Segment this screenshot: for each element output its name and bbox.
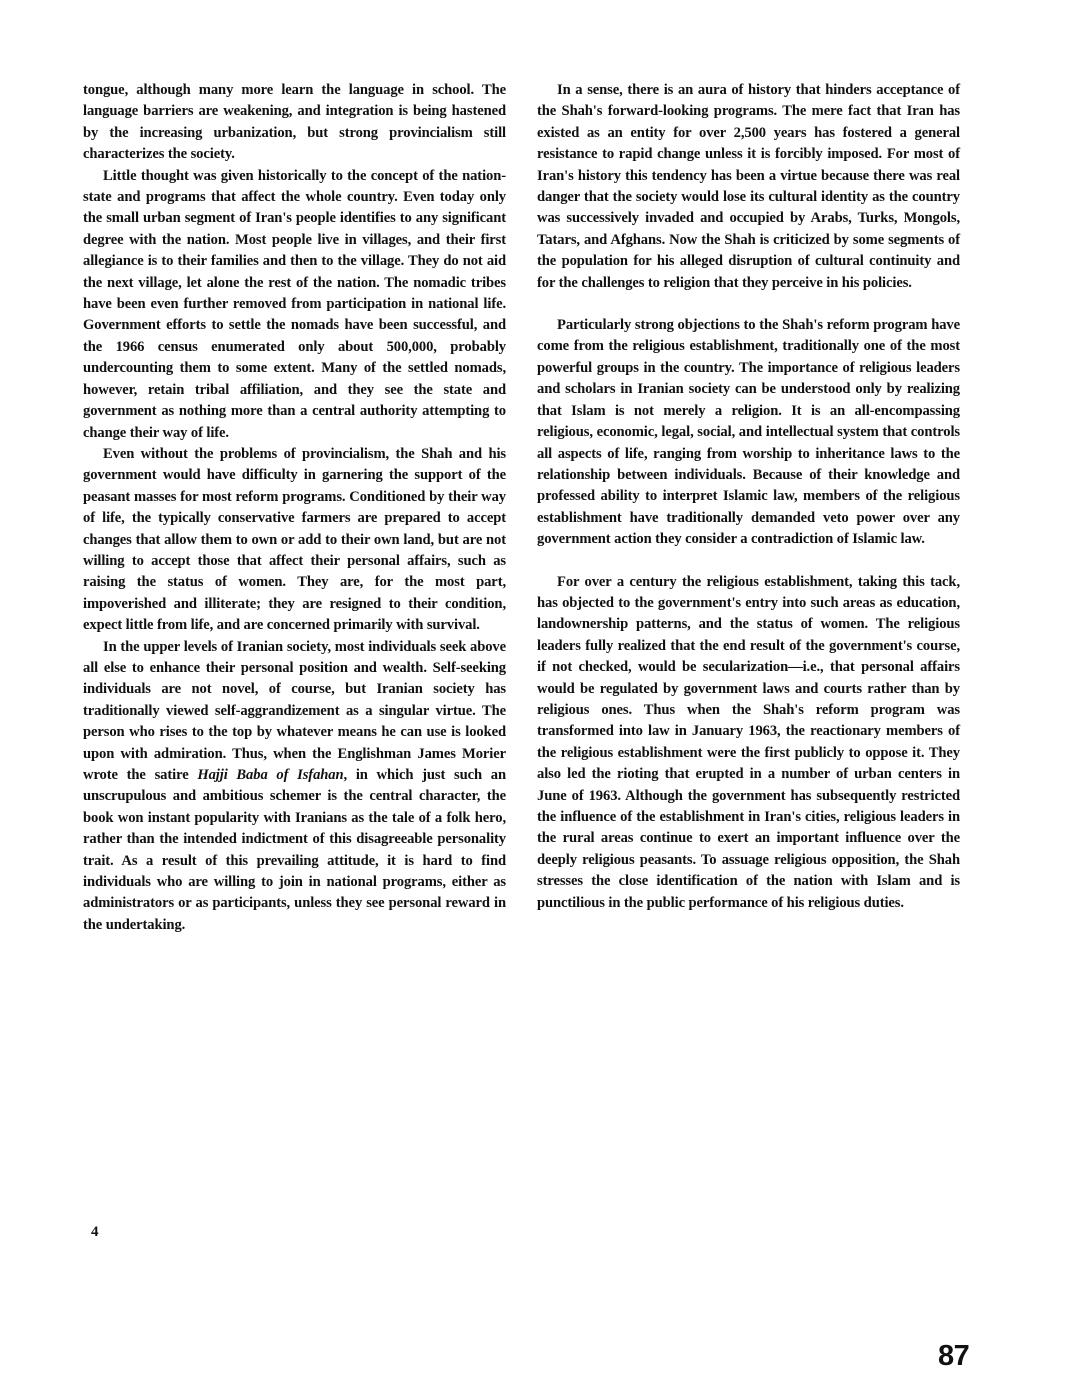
- right-text-column: [537, 80, 960, 914]
- book-title: Hajji Baba of Isfahan: [197, 767, 344, 783]
- paragraph: Particularly strong objections to the Shah's reform program have come from the religious establishment, traditionally one of the most powerful groups in the country. The importance of religious leaders and scholars in Iranian society can be understood only by realizing that Islam is not merely a religion. It is an all-encompassing religious, economic, legal, social, and intellectual system that controls all aspects of life, ranging from worship to inheritance laws to the relationship between individuals. Because of their knowledge and professed ability to interpret Islamic law, members of the religious establishment have traditionally demanded veto power over any government action they consider a contradiction of Islamic law.: [537, 317, 960, 548]
- paragraph-text: In the upper levels of Iranian society, most individuals seek above all else to enhance their personal position and wealth. Self-seeking individuals are not novel, of course, but Iranian society has traditionally viewed self-aggrandizement as a singular virtue. The person who rises to the top by whatever means he can use is looked upon with admiration. Thus, when the Englishman James Morier wrote the satire: [83, 638, 506, 783]
- left-text-column: [83, 80, 506, 936]
- paragraph: tongue, although many more learn the language in school. The language barriers are weakening, and integration is being hastened by the increasing urbanization, but strong provincialism still characterizes the society.: [83, 82, 506, 163]
- paragraph: In a sense, there is an aura of history that hinders acceptance of the Shah's forward-looking programs. The mere fact that Iran has existed as an entity for over 2,500 years has fostered a general resistance to rapid change unless it is forcibly imposed. For most of Iran's history this tendency has been a virtue because there was real danger that the society would lose its cultural identity as the country was successively invaded and occupied by Arabs, Turks, Mongols, Tatars, and Afghans. Now the Shah is criticized by some segments of the population for his alleged disruption of cultural continuity and for the challenges to religion that they perceive in his policies.: [537, 82, 960, 291]
- paragraph-text: , in which just such an unscrupulous and ambitious schemer is the central character, the book won instant popularity with Iranians as the tale of a folk hero, rather than the intended indictment of this disagreeable personality trait. As a result of this prevailing attitude, it is hard to find individuals who are willing to join in national programs, either as administrators or as participants, unless they see personal reward in the undertaking.: [83, 767, 506, 933]
- inner-page-number: 4: [91, 1224, 99, 1240]
- paragraph: Little thought was given historically to the concept of the nation-state and programs that affect the whole country. Even today only the small urban segment of Iran's people identifies to any significant degree with the nation. Most people live in villages, and their first allegiance is to their families and then to the village. They do not aid the next village, let alone the rest of the nation. The nomadic tribes have been even further removed from participation in national life. Government efforts to settle the nomads have been successful, and the 1966 census enumerated only about 500,000, probably undercounting them to some extent. Many of the settled nomads, however, retain tribal affiliation, and they see the state and government as nothing more than a central authority attempting to change their way of life.: [83, 167, 506, 441]
- paragraph-with-book-title: [83, 637, 506, 937]
- paragraph: Even without the problems of provincialism, the Shah and his government would have difficulty in garnering the support of the peasant masses for most reform programs. Conditioned by their way of life, the typically conservative farmers are prepared to accept changes that allow them to own or add to their own land, but are not willing to accept those that affect their personal affairs, such as raising the status of women. They are, for the most part, impoverished and illiterate; they are resigned to their condition, expect little from life, and are concerned primarily with survival.: [83, 445, 506, 634]
- page-number: 87: [938, 1340, 970, 1372]
- paragraph: For over a century the religious establishment, taking this tack, has objected to the government's entry into such areas as education, landownership patterns, and the status of women. The religious leaders fully realized that the end result of the government's course, if not checked, would be secularization—i.e., that personal affairs would be regulated by government laws and courts rather than by religious ones. Thus when the Shah's reform program was transformed into law in January 1963, the reactionary members of the religious establishment were the first publicly to oppose it. They also led the rioting that erupted in a number of urban centers in June of 1963. Although the government has subsequently restricted the influence of the establishment in Iran's cities, religious leaders in the rural areas continue to exert an important influence over the deeply religious peasants. To assuage religious opposition, the Shah stresses the close identification of the nation with Islam and is punctilious in the public performance of his religious duties.: [537, 573, 960, 911]
